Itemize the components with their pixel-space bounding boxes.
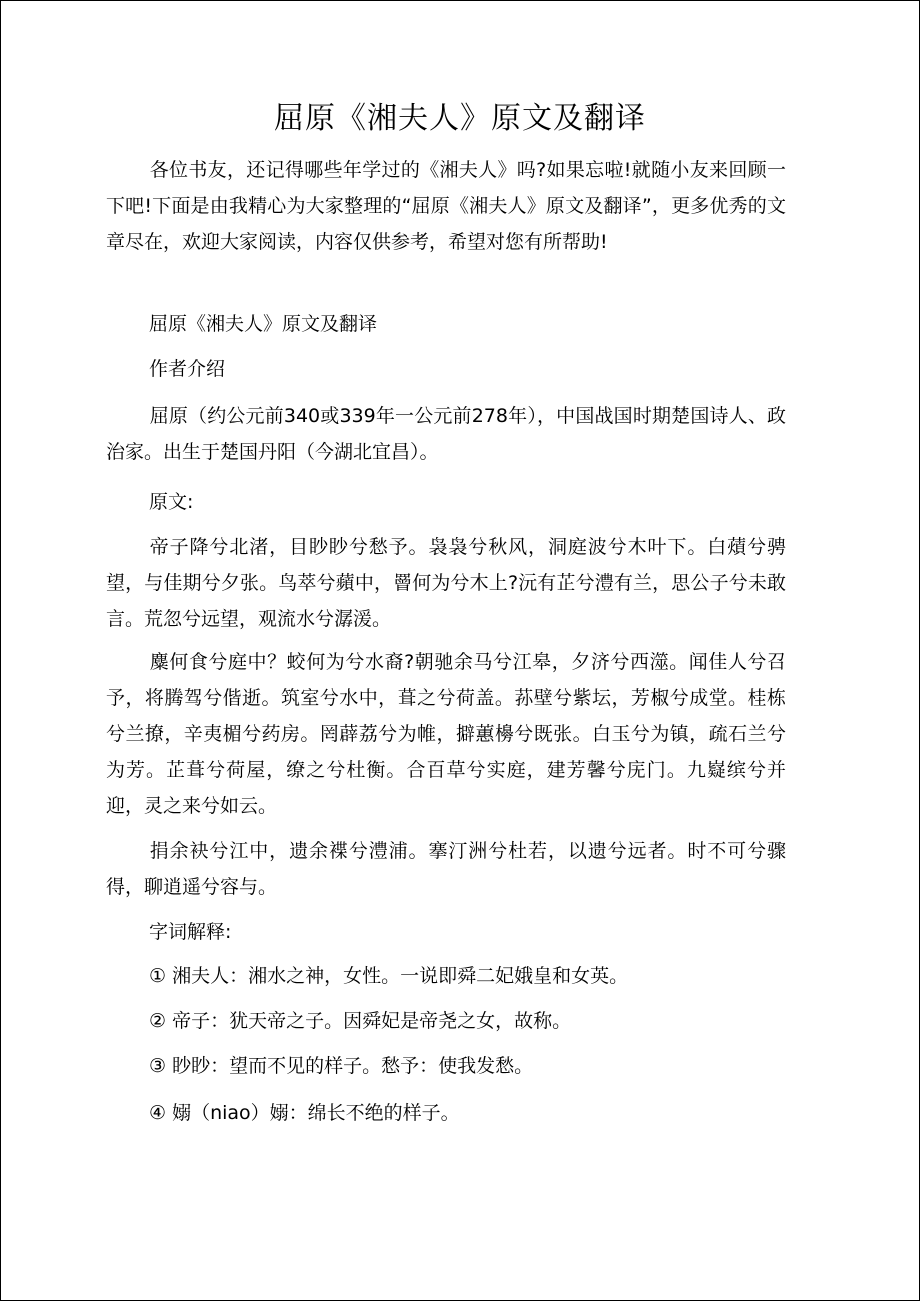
original-heading: 原文: — [149, 491, 194, 513]
document-title: 屈原《湘夫人》原文及翻译 — [274, 101, 646, 136]
glossary-item: ④ 嫋（niao）嫋：绵长不绝的样子。 — [149, 1102, 460, 1124]
glossary-item: ① 湘夫人：湘水之神，女性。一说即舜二妃娥皇和女英。 — [149, 965, 629, 987]
author-paragraph: 屈原（约公元前340或339年一公元前278年），中国战国时期楚国诗人、政治家。出生于楚国丹阳（今湖北宜昌）。 — [106, 405, 786, 463]
glossary-heading: 字词解释: — [149, 921, 232, 943]
glossary-item: ③ 眇眇：望而不见的样子。愁予：使我发愁。 — [149, 1055, 534, 1077]
glossary-item: ② 帝子：犹天帝之子。因舜妃是帝尧之女，故称。 — [149, 1010, 572, 1032]
original-paragraph-2: 麋何食兮庭中？蛟何为兮水裔?朝驰余马兮江皋，夕济兮西澨。闻佳人兮召予，将腾驾兮偕逝。筑室兮水中，葺之兮荷盖。荪壁兮紫坛，芳椒兮成堂。桂栋兮兰撩，辛夷楣兮药房。罔薜荔兮为帷，擗蕙櫋兮既张。白玉兮为镇，疏石兰兮为芳。芷葺兮荷屋，缭之兮杜衡。合百草兮实庭，建芳馨兮庑门。九嶷缤兮并迎，灵之来兮如云。 — [106, 651, 786, 817]
intro-paragraph: 各位书友，还记得哪些年学过的《湘夫人》吗?如果忘啦!就随小友来回顾一下吧!下面是由我精心为大家整理的“屈原《湘夫人》原文及翻译”，更多优秀的文章尽在，欢迎大家阅读，内容仅供参考，希望对您有所帮助! — [106, 159, 786, 253]
subtitle-line: 屈原《湘夫人》原文及翻译 — [149, 313, 378, 335]
author-heading: 作者介绍 — [149, 358, 226, 380]
original-paragraph-1: 帝子降兮北渚，目眇眇兮愁予。袅袅兮秋风，洞庭波兮木叶下。白薠兮骋望，与佳期兮夕张。鸟萃兮蘋中，罾何为兮木上?沅有芷兮澧有兰，思公子兮未敢言。荒忽兮远望，观流水兮潺湲。 — [106, 536, 786, 630]
original-paragraph-3: 捐余袂兮江中，遗余褋兮澧浦。搴汀洲兮杜若，以遗兮远者。时不可兮骤得，聊逍遥兮容与。 — [106, 840, 786, 898]
